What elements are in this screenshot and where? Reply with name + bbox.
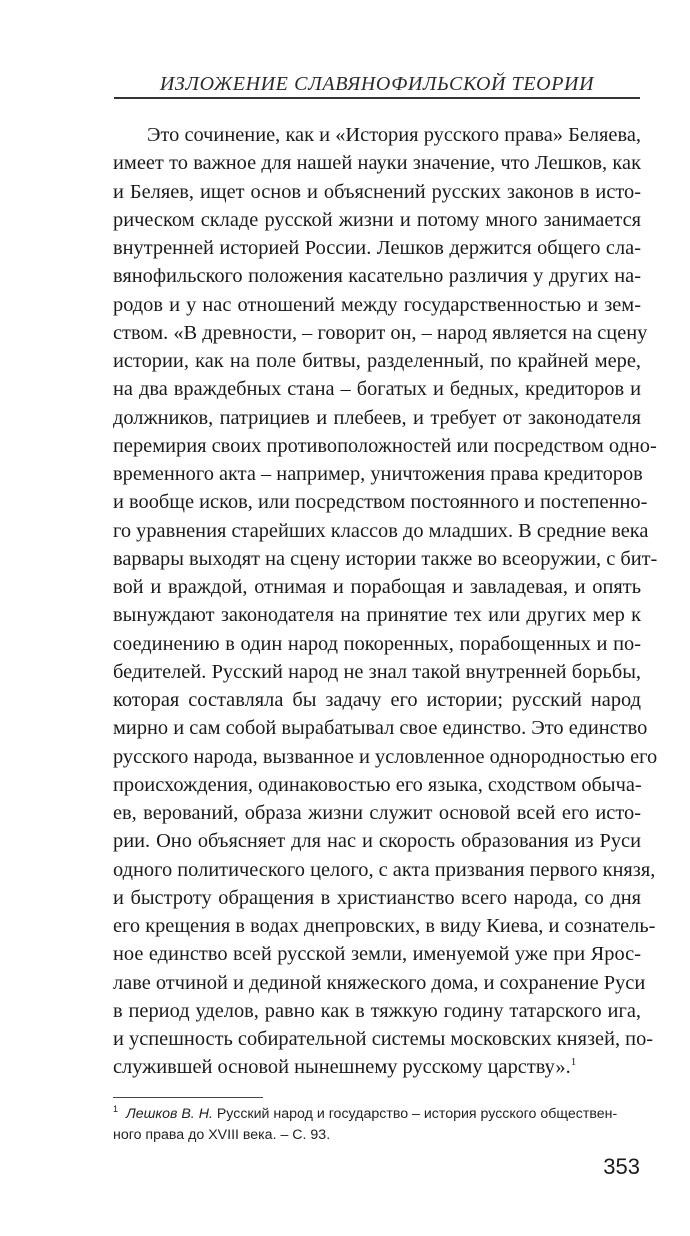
text-line: соединению в один народ покоренных, порабощенных и по- (113, 632, 641, 655)
text-line: рии. Оно объясняет для нас и скорость образования из Руси (113, 830, 641, 853)
text-line: внутренней историей России. Лешков держится общего сла- (113, 237, 641, 259)
text-line: русского народа, вызванное и условленное однородностью его (113, 745, 658, 768)
text-line: мирно и сам собой вырабатывал свое единство. Это единство (113, 717, 648, 740)
text-line: бедителей. Русский народ не знал такой внутренней борьбы, (113, 660, 641, 683)
text-line: Это сочинение, как и «История русского права» Беляева, (147, 124, 641, 146)
text-line: и вообще исков, или посредством постоянного и постепенно- (113, 491, 648, 514)
text-line-last (113, 1053, 641, 1081)
text-line: ев, верований, образа жизни служит основой всей его исто- (113, 802, 641, 824)
text-line: ством. «В древности, – говорит он, – народ является на сцену (113, 321, 648, 344)
text-line: происхождения, одинаковостью его языка, сходством обыча- (113, 773, 642, 796)
footnote-marker: 1 (113, 1104, 119, 1115)
footnote-author: Лешков В. Н. (126, 1106, 213, 1122)
footnote-reference: 1 (570, 1056, 577, 1069)
text-line: на два враждебных стана – богатых и бедных, кредиторов и (113, 378, 641, 401)
footnote-line-2: ного права до XVIII века. – С. 93. (113, 1127, 331, 1143)
text-line: вянофильского положения касательно различия у других на- (113, 265, 641, 288)
text-line: родов и у нас отношений между государственностью и зем- (113, 293, 641, 316)
text-line: вой и враждой, отнимая и порабощая и завладевая, и опять (113, 576, 641, 598)
text-line: которая составляла бы задачу его истории; русский народ (113, 689, 641, 711)
text-line-content: служившей основой нынешнему русскому царству». (113, 1056, 571, 1079)
text-line: вынуждают законодателя на принятие тех или других мер к (113, 604, 641, 627)
header-rule (114, 97, 640, 99)
text-line: ное единство всей русской земли, именуемой уже при Ярос- (113, 943, 641, 966)
text-line: варвары выходят на сцену истории также во всеоружии, с бит- (113, 547, 658, 570)
text-line: перемирия своих противоположностей или посредством одно- (113, 434, 657, 457)
text-line: одного политического целого, с акта призвания первого князя, (113, 858, 656, 881)
text-line: имеет то важное для нашей науки значение, что Лешков, как (113, 152, 641, 175)
text-line: в период уделов, равно как в тяжкую годину татарского ига, (113, 999, 641, 1022)
text-line: го уравнения старейших классов до младших. В средние века (113, 519, 649, 542)
text-line: его крещения в водах днепровских, в виду Киева, и сознатель- (113, 915, 656, 937)
page-number: 353 (603, 1154, 640, 1179)
footnote (113, 1104, 641, 1146)
footnote-rule (113, 1097, 263, 1098)
running-header: ИЗЛОЖЕНИЕ СЛАВЯНОФИЛЬСКОЙ ТЕОРИИ (159, 73, 595, 95)
footnote-line-1 (113, 1104, 641, 1125)
text-line: и успешность собирательной системы московских князей, по- (113, 1028, 654, 1050)
text-line: лаве отчиной и дединой княжеского дома, и сохранение Руси (113, 971, 646, 994)
text-line: временного акта – например, уничтожения права кредиторов (113, 463, 643, 485)
text-line: и быстроту обращения в христианство всего народа, со дня (113, 886, 641, 909)
text-line: и Беляев, ищет основ и объяснений русских законов в исто- (113, 180, 641, 203)
text-line: должников, патрициев и плебеев, и требует от законодателя (113, 406, 641, 429)
text-line: истории, как на поле битвы, разделенный, по крайней мере, (113, 350, 641, 372)
body-paragraph (113, 121, 658, 1082)
footnote-text-1: Русский народ и государство – история русского обществен- (212, 1106, 618, 1122)
text-line: рическом складе русской жизни и потому много занимается (113, 208, 641, 231)
